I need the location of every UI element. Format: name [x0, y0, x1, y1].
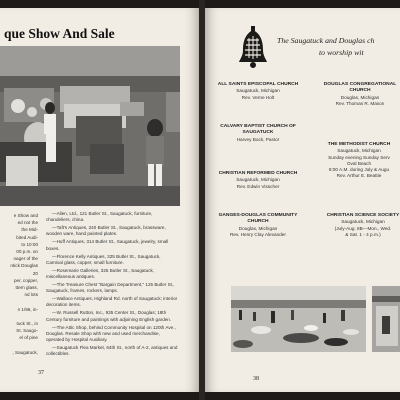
- page-number: 38: [253, 376, 259, 382]
- text-fragment: [0, 298, 38, 305]
- text-fragment: 00 p.m. on: [16, 249, 38, 255]
- page-title: que Show And Sale: [4, 26, 115, 41]
- cut-off-column: [0, 212, 38, 356]
- church-detail: & Sat. 1 - 4 p.m.): [345, 231, 381, 237]
- church-detail: Saugatuck, Michigan: [236, 88, 280, 94]
- text-fragment: tuck St., in: [16, 321, 38, 327]
- church-detail: 8:00 A.M. during July & Augu: [328, 167, 390, 173]
- church-name: THE METHODIST CHURCH: [327, 142, 391, 147]
- church-detail: Rev. Thomas R. Mason: [335, 100, 385, 106]
- church-name: DOUGLAS CONGREGATIONAL CHURCH: [323, 82, 397, 94]
- church-name: CHRISTIAN REFORMED CHURCH: [218, 171, 298, 176]
- listing: —Rosemarie Galleries, 325 Butler St., Saugatuck, miscellaneous antiques.: [46, 267, 155, 280]
- church-listing: [315, 82, 400, 107]
- text-fragment: [0, 313, 38, 320]
- church-name: ALL SAINTS EPISCOPAL CHURCH: [217, 82, 299, 87]
- listing: —The Attic Shop, behind Community Hospital on 120th Ave., Douglas. Resale Shop with new and used merchandise, operated by Hospital Auxiliary.: [46, 324, 176, 343]
- page-number: 37: [38, 370, 44, 376]
- text-fragment: nd lots: [24, 292, 38, 298]
- church-listing: [213, 213, 303, 238]
- church-detail: Saugatuck, Michigan: [341, 219, 385, 225]
- text-fragment: 20: [32, 270, 38, 276]
- text-fragment: the Mid-: [21, 227, 38, 233]
- text-fragment: to 10:00: [21, 241, 38, 247]
- listing: —Allen, Ltd., 121 Butler St., Saugatuck, furniture, chandeliers, china.: [46, 211, 153, 223]
- text-fragment: St. Saugo-: [16, 328, 38, 334]
- church-detail: Harvey Bock, Pastor: [236, 136, 280, 142]
- beach-photo: [372, 286, 400, 352]
- text-fragment: [0, 342, 38, 349]
- antique-show-photo: [0, 46, 180, 206]
- church-detail: Douglas, Michigan: [340, 94, 380, 100]
- listing: —Taft's Antiques, 240 Butler St., Saugatuck, brassware, wooden ware, hand painted plates.: [46, 225, 166, 237]
- header-line: The Saugatuck and Douglas ch: [277, 36, 375, 45]
- listing: —Wallace Antiques, Highland Rd. north of Saugatuck; interior decoration items.: [46, 296, 178, 308]
- beach-photo: [231, 286, 366, 352]
- church-listing: [309, 142, 400, 180]
- text-fragment: el of pine: [19, 335, 38, 341]
- text-fragment: ed not the: [17, 220, 38, 226]
- left-page: [0, 8, 199, 392]
- text-fragment: ntick Douglas: [10, 263, 38, 269]
- text-fragment: n 1/96, in-: [17, 306, 38, 312]
- church-detail: Oval Beach: [346, 160, 372, 166]
- church-listing: [219, 124, 297, 143]
- right-page: [205, 8, 400, 392]
- listings-column: [46, 211, 178, 359]
- listing: —W. Russell Rutton, Inc., 935 Center St., Douglas; 18th Century furniture and paintings with adjoining English garden.: [46, 310, 172, 322]
- church-name: CALVARY BAPTIST CHURCH OF SAUGATUCK: [220, 124, 296, 136]
- church-detail: Rev. Arthur E. Beattie: [336, 173, 382, 179]
- church-detail: Rev. Verne Holt: [241, 94, 275, 100]
- listing: —The Treasure Chest "Bargain Department," 125 Butler St., Saugatuck, frames, rockers, lamps.: [46, 281, 175, 294]
- text-fragment: , Saugatuck,: [12, 349, 38, 355]
- church-listing: [315, 213, 400, 238]
- church-detail: Sunday evening Sunday Serv: [328, 154, 390, 160]
- listing: —Huff Antiques, 314 Butler St., Saugatuck, jewelry, small boxes.: [46, 239, 169, 251]
- text-fragment: per, copper,: [13, 277, 38, 283]
- listing: —Florence Kelly Antiques, 325 Butler St., Saugatuck, Carnival glass, copper, small furniture.: [46, 253, 161, 265]
- church-name: GANGES-DOUGLAS COMMUNITY CHURCH: [218, 213, 298, 225]
- church-listing: [213, 82, 303, 101]
- church-detail: Rev. Edwin Visscher: [236, 183, 280, 189]
- church-listing: [213, 171, 303, 190]
- church-detail: Saugatuck, Michigan: [236, 177, 280, 183]
- church-bell-icon: [235, 26, 271, 68]
- church-detail: Saugatuck, Michigan: [337, 148, 381, 154]
- worship-header: [277, 35, 400, 59]
- church-name: CHRISTIAN SCIENCE SOCIETY: [326, 213, 400, 218]
- text-fragment: e Show and: [13, 213, 38, 218]
- text-fragment: ttern glass,: [15, 285, 38, 291]
- church-detail: Rev. Henry Clay Alexander: [230, 231, 286, 237]
- text-fragment: bited Audi-: [16, 234, 38, 240]
- church-detail: (July-Aug. 8B—Mon., Wed.: [334, 225, 392, 231]
- text-fragment: nager of the: [13, 256, 38, 262]
- church-detail: Douglas, Michigan: [238, 225, 278, 231]
- listing: —Saugatuck Flea Market, 64th St., north of A-2, antiques and collectibles.: [46, 344, 178, 357]
- header-line: to worship wit: [319, 48, 364, 57]
